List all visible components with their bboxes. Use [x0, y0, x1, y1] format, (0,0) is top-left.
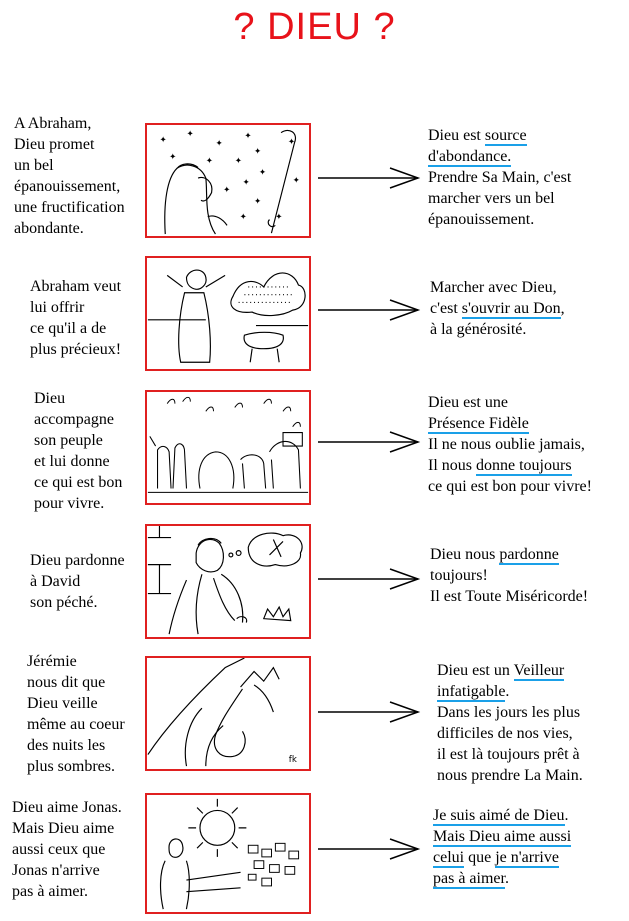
text-segment: .: [564, 807, 569, 824]
text-line: [428, 209, 571, 230]
text-segment: Dieu est: [428, 127, 485, 144]
text-segment: Il ne nous oublie jamais,: [428, 436, 585, 453]
text-line: [437, 702, 583, 723]
right-text: [437, 660, 583, 786]
text-line: [428, 413, 592, 434]
text-line: [430, 319, 565, 340]
underlined-text: Je suis aimé de Dieu: [433, 807, 565, 824]
illustration-abraham-altar: [145, 256, 311, 371]
text-segment: toujours!: [430, 567, 488, 584]
right-text: [433, 805, 571, 889]
underlined-text: Présence Fidèle: [428, 415, 529, 432]
illustration-david: [145, 524, 311, 639]
arrow-right-icon: [318, 567, 422, 591]
svg-text:✦: ✦: [186, 129, 194, 140]
arrow-right-icon: [318, 700, 422, 724]
text-line: [428, 455, 592, 476]
text-segment: nous prendre La Main.: [437, 767, 583, 784]
underlined-text: pardonne: [499, 546, 559, 563]
text-line: [428, 392, 592, 413]
left-text: Jérémie nous dit que Dieu veille même au coeur des nuits les plus sombres.: [27, 653, 125, 775]
svg-text:fk: fk: [288, 755, 297, 766]
text-line: [437, 744, 583, 765]
underlined-text: Veilleur: [513, 662, 565, 679]
svg-text:✦: ✦: [254, 197, 262, 208]
text-segment: c'est: [430, 300, 462, 317]
underlined-text: Mais Dieu aime aussi: [433, 828, 572, 845]
arrow-right-icon: [318, 837, 422, 861]
text-line: [433, 868, 571, 889]
left-text: Dieu aime Jonas. Mais Dieu aime aussi ceux que Jonas n'arrive pas à aimer.: [12, 799, 122, 900]
arrow-right-icon: [318, 166, 422, 190]
arrow-right-icon: [318, 430, 422, 454]
svg-text:✦: ✦: [275, 212, 283, 223]
text-line: [433, 847, 571, 868]
svg-text:✦: ✦: [205, 156, 214, 167]
underlined-text: donne toujours: [476, 457, 572, 474]
text-line: [428, 125, 571, 146]
svg-text:✦: ✦: [258, 168, 267, 179]
svg-text:✦: ✦: [223, 185, 231, 196]
text-segment: Dieu nous: [430, 546, 500, 563]
text-segment: Dieu est un: [437, 662, 514, 679]
text-segment: Il est Toute Miséricorde!: [430, 588, 589, 605]
right-text: [428, 125, 571, 230]
underlined-text: s'ouvrir au Don: [461, 300, 561, 317]
svg-text:✦: ✦: [169, 152, 177, 163]
svg-text:✦: ✦: [287, 137, 296, 148]
underlined-text: d'abondance.: [428, 148, 512, 165]
right-text: [430, 277, 565, 340]
text-line: [433, 826, 571, 847]
illustration-jeremie-hand: [145, 656, 311, 771]
text-line: [433, 805, 571, 826]
text-segment: ce qui est bon pour vivre!: [428, 478, 592, 495]
text-segment: Prendre Sa Main, c'est: [428, 169, 572, 186]
text-line: [430, 298, 565, 319]
underlined-text: pas à aimer: [433, 870, 505, 887]
left-text: Dieu pardonne à David son péché.: [30, 552, 125, 611]
right-text: [428, 392, 592, 497]
svg-text:✦: ✦: [215, 139, 223, 150]
text-line: [428, 188, 571, 209]
text-line: [428, 434, 592, 455]
text-line: [430, 565, 588, 586]
text-line: [428, 146, 571, 167]
text-segment: épanouissement.: [428, 211, 535, 228]
left-text: A Abraham, Dieu promet un bel épanouissement, une fructification abondante.: [14, 115, 125, 237]
text-segment: à la générosité.: [430, 321, 527, 338]
left-text: Abraham veut lui offrir ce qu'il a de plus précieux!: [30, 278, 122, 358]
text-segment: marcher vers un bel: [428, 190, 555, 207]
svg-text:✦: ✦: [254, 146, 262, 157]
text-segment: difficiles de nos vies,: [437, 725, 573, 742]
svg-text:✦: ✦: [239, 212, 247, 223]
svg-text:✦: ✦: [292, 175, 300, 186]
svg-text:✦: ✦: [234, 156, 243, 167]
svg-text:✦: ✦: [244, 131, 252, 142]
illustration-people-quails: [145, 390, 311, 505]
illustration-jonas-sun: [145, 793, 311, 914]
text-line: [437, 681, 583, 702]
text-segment: .: [504, 870, 509, 887]
svg-text:✦: ✦: [242, 177, 250, 188]
page-title: ? DIEU ?: [233, 6, 396, 48]
underlined-text: celui: [433, 849, 465, 866]
text-line: [430, 544, 588, 565]
svg-text:✦: ✦: [159, 135, 167, 146]
text-segment: que: [464, 849, 496, 866]
text-segment: Il nous: [428, 457, 476, 474]
underlined-text: source: [484, 127, 527, 144]
text-line: [437, 765, 583, 786]
text-line: [428, 167, 571, 188]
text-line: [430, 586, 588, 607]
left-text: Dieu accompagne son peuple et lui donne ce qui est bon pour vivre.: [34, 390, 123, 512]
text-segment: il est là toujours prêt à: [437, 746, 580, 763]
underlined-text: infatigable: [437, 683, 506, 700]
text-line: [428, 476, 592, 497]
arrow-right-icon: [318, 298, 422, 322]
text-segment: Marcher avec Dieu,: [430, 279, 557, 296]
text-line: [437, 723, 583, 744]
text-line: [430, 277, 565, 298]
underlined-text: je n'arrive: [495, 849, 559, 866]
text-line: [437, 660, 583, 681]
illustration-abraham-stars: [145, 123, 311, 238]
text-segment: Dieu est une: [428, 394, 508, 411]
text-segment: ,: [560, 300, 565, 317]
text-segment: Dans les jours les plus: [437, 704, 581, 721]
right-text: [430, 544, 588, 607]
text-segment: .: [505, 683, 510, 700]
